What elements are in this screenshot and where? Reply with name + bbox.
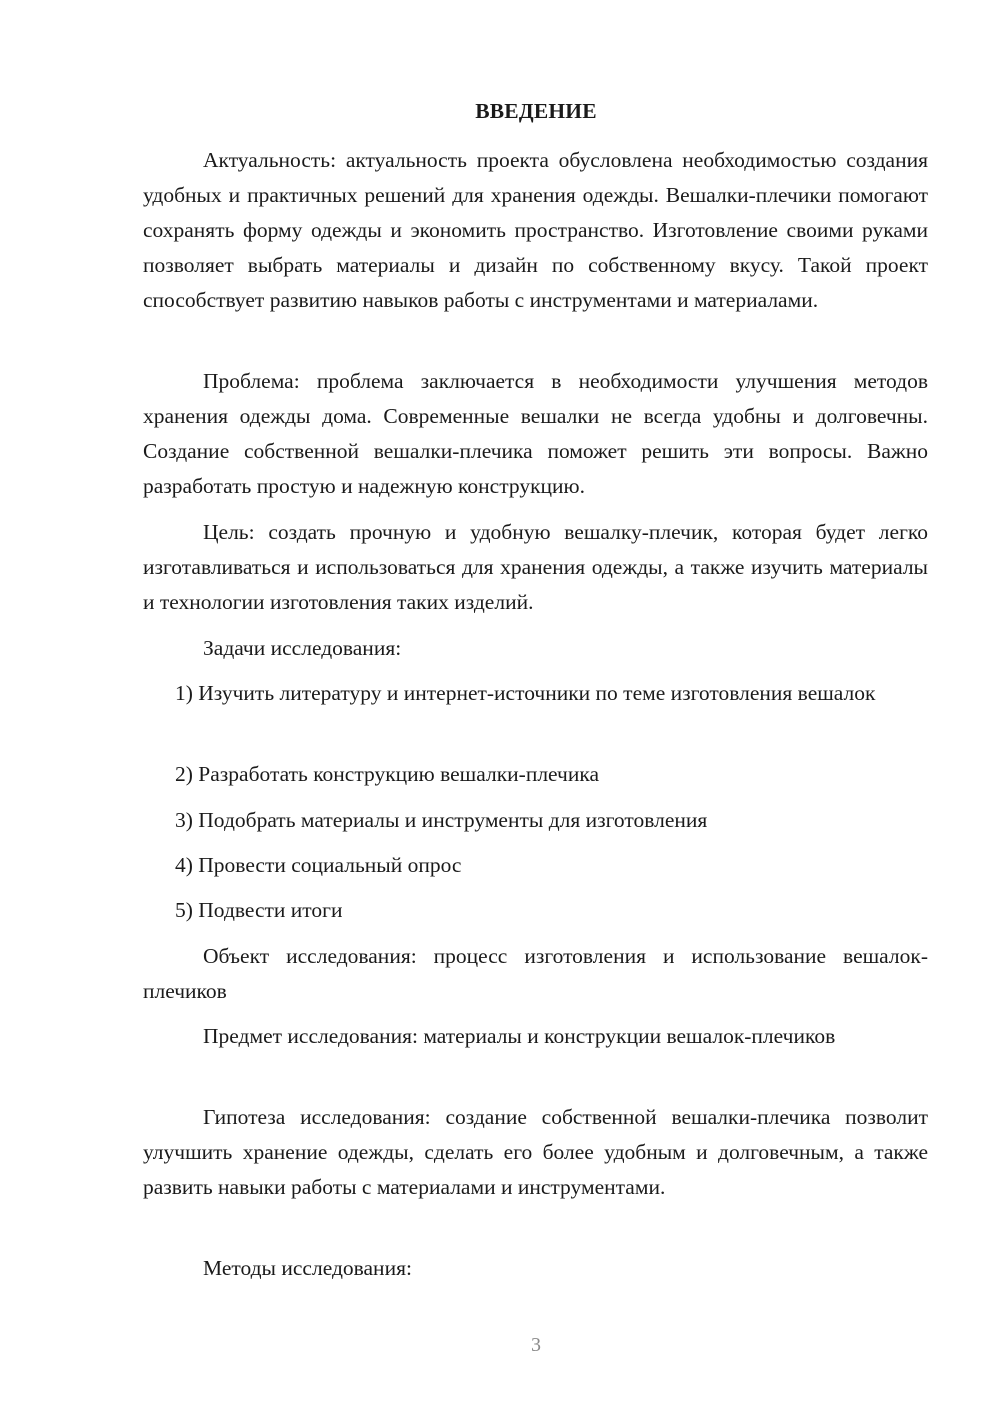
relevance-paragraph: Актуальность: актуальность проекта обусловлена необходимостью создания удобных и практичных решений для хранения одежды. Вешалки-плечики помогают сохранять форму одежды и экономить пространство. Изготовление своими руками позволяет выбрать материалы и дизайн по собственному вкусу. Такой проект способствует развитию навыков работы с инструментами и материалами. — [143, 148, 928, 312]
task-item: 4) Провести социальный опрос — [175, 853, 462, 877]
problem-paragraph: Проблема: проблема заключается в необходимости улучшения методов хранения одежды дома. Современные вешалки не всегда удобны и долговечны. Создание собственной вешалки-плечика поможет решить эти вопросы. Важно разработать простую и надежную конструкцию. — [143, 369, 928, 498]
methods-title: Методы исследования: — [203, 1256, 412, 1280]
object-paragraph: Объект исследования: процесс изготовления и использование вешалок-плечиков — [143, 944, 928, 1003]
tasks-title: Задачи исследования: — [203, 636, 402, 660]
goal-paragraph: Цель: создать прочную и удобную вешалку-плечик, которая будет легко изготавливаться и использоваться для хранения одежды, а также изучить материалы и технологии изготовления таких изделий. — [143, 520, 928, 614]
hypothesis-paragraph: Гипотеза исследования: создание собственной вешалки-плечика позволит улучшить хранение одежды, сделать его более удобным и долговечным, а также развить навыки работы с материалами и инструментами. — [143, 1105, 928, 1199]
task-item: 5) Подвести итоги — [175, 898, 343, 922]
section-heading: ВВЕДЕНИЕ — [475, 99, 597, 123]
task-item: 1) Изучить литературу и интернет-источники по теме изготовления вешалок — [175, 681, 876, 705]
task-item: 3) Подобрать материалы и инструменты для изготовления — [175, 808, 708, 832]
task-item: 2) Разработать конструкцию вешалки-плечика — [175, 762, 600, 786]
page-number: 3 — [531, 1334, 541, 1356]
subject-paragraph: Предмет исследования: материалы и конструкции вешалок-плечиков — [203, 1024, 836, 1048]
